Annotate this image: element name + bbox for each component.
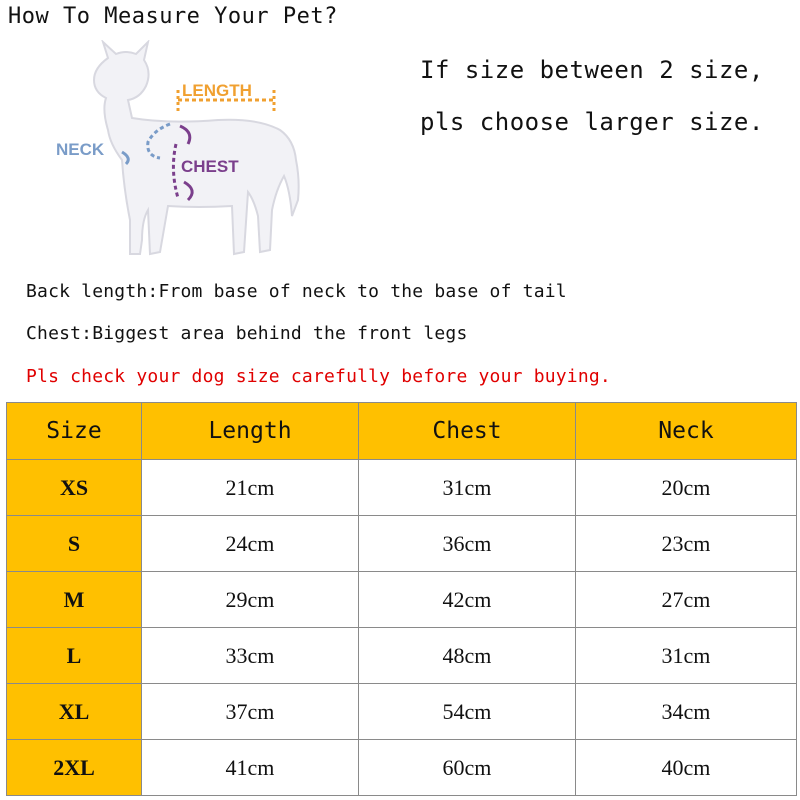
chest-cell: 48cm xyxy=(359,628,576,684)
chest-cell: 36cm xyxy=(359,516,576,572)
length-label: LENGTH xyxy=(182,81,252,100)
table-header-row xyxy=(7,403,797,460)
neck-cell: 20cm xyxy=(576,460,797,516)
length-marker xyxy=(178,81,274,112)
length-cell: 21cm xyxy=(142,460,359,516)
warning-note: Pls check your dog size carefully before your buying. xyxy=(26,366,611,387)
page-title: How To Measure Your Pet? xyxy=(8,4,338,29)
length-cell: 29cm xyxy=(142,572,359,628)
header-size: Size xyxy=(7,403,142,460)
table-row xyxy=(7,628,797,684)
chest-label: CHEST xyxy=(181,157,239,176)
dog-silhouette-icon xyxy=(94,42,299,254)
dog-measurement-diagram xyxy=(48,40,318,270)
neck-cell: 31cm xyxy=(576,628,797,684)
table-row xyxy=(7,460,797,516)
chest-cell: 54cm xyxy=(359,684,576,740)
length-cell: 41cm xyxy=(142,740,359,796)
table-row xyxy=(7,572,797,628)
header-chest: Chest xyxy=(359,403,576,460)
size-cell: 2XL xyxy=(7,740,142,796)
chest-cell: 31cm xyxy=(359,460,576,516)
size-cell: S xyxy=(7,516,142,572)
size-cell: XL xyxy=(7,684,142,740)
chest-note: Chest:Biggest area behind the front legs xyxy=(26,323,468,344)
table-row xyxy=(7,516,797,572)
length-cell: 37cm xyxy=(142,684,359,740)
size-cell: XS xyxy=(7,460,142,516)
header-neck: Neck xyxy=(576,403,797,460)
neck-cell: 23cm xyxy=(576,516,797,572)
size-tip-line-1: If size between 2 size, xyxy=(420,56,764,84)
back-length-note: Back length:From base of neck to the base of tail xyxy=(26,281,567,302)
size-tip-line-2: pls choose larger size. xyxy=(420,108,764,136)
table-row xyxy=(7,740,797,796)
neck-cell: 40cm xyxy=(576,740,797,796)
header-length: Length xyxy=(142,403,359,460)
neck-cell: 34cm xyxy=(576,684,797,740)
chest-cell: 60cm xyxy=(359,740,576,796)
neck-label: NECK xyxy=(56,140,105,159)
length-cell: 33cm xyxy=(142,628,359,684)
size-cell: L xyxy=(7,628,142,684)
table-row xyxy=(7,684,797,740)
chest-cell: 42cm xyxy=(359,572,576,628)
size-cell: M xyxy=(7,572,142,628)
size-chart-table xyxy=(6,402,797,796)
length-cell: 24cm xyxy=(142,516,359,572)
neck-cell: 27cm xyxy=(576,572,797,628)
